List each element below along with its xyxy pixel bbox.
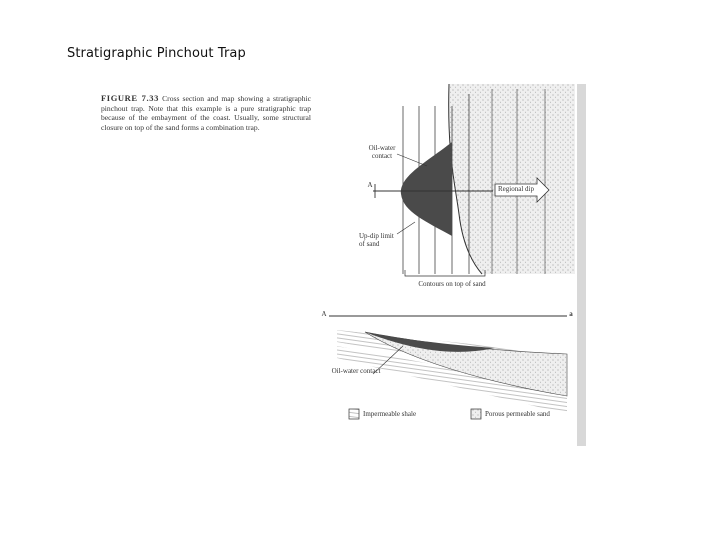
legend-sand-label: Porous permeable sand (485, 410, 550, 418)
legend-shale-swatch (349, 409, 359, 419)
map-label-contours: Contours on top of sand (418, 280, 486, 288)
updip-leader (397, 222, 415, 234)
figure-number: FIGURE 7.33 (101, 93, 159, 103)
map-oil-accumulation (401, 142, 452, 236)
section-label-a-end: a (569, 310, 573, 318)
figure-caption (101, 94, 311, 132)
figure-scan (97, 84, 586, 446)
map-label-updip-limit: Up-dip limit of sand (359, 232, 394, 248)
section-label-owc: Oil-water contact (331, 367, 381, 375)
figure-caption-text: Cross section and map showing a stratigraphic pinchout trap. Note that this example is a pure stratigraphic trap because of the embayment of the coast. Usually, some structural closure on top of the sand forms a combination trap. (101, 94, 311, 132)
map-label-owc: Oil-water contact (368, 144, 396, 160)
map-label-a-start: A (367, 181, 373, 189)
legend-shale-label: Impermeable shale (363, 410, 417, 418)
legend-sand-swatch (471, 409, 481, 419)
scan-edge (577, 84, 586, 446)
cross-section-view (329, 316, 567, 414)
map-view (373, 84, 575, 276)
map-sand-area (449, 84, 575, 274)
slide-title: Stratigraphic Pinchout Trap (67, 46, 246, 61)
section-label-a-start: A (321, 310, 327, 318)
figure-drawing (97, 84, 586, 446)
map-label-regional-dip: Regional dip (498, 185, 534, 193)
contours-bracket (405, 270, 485, 276)
